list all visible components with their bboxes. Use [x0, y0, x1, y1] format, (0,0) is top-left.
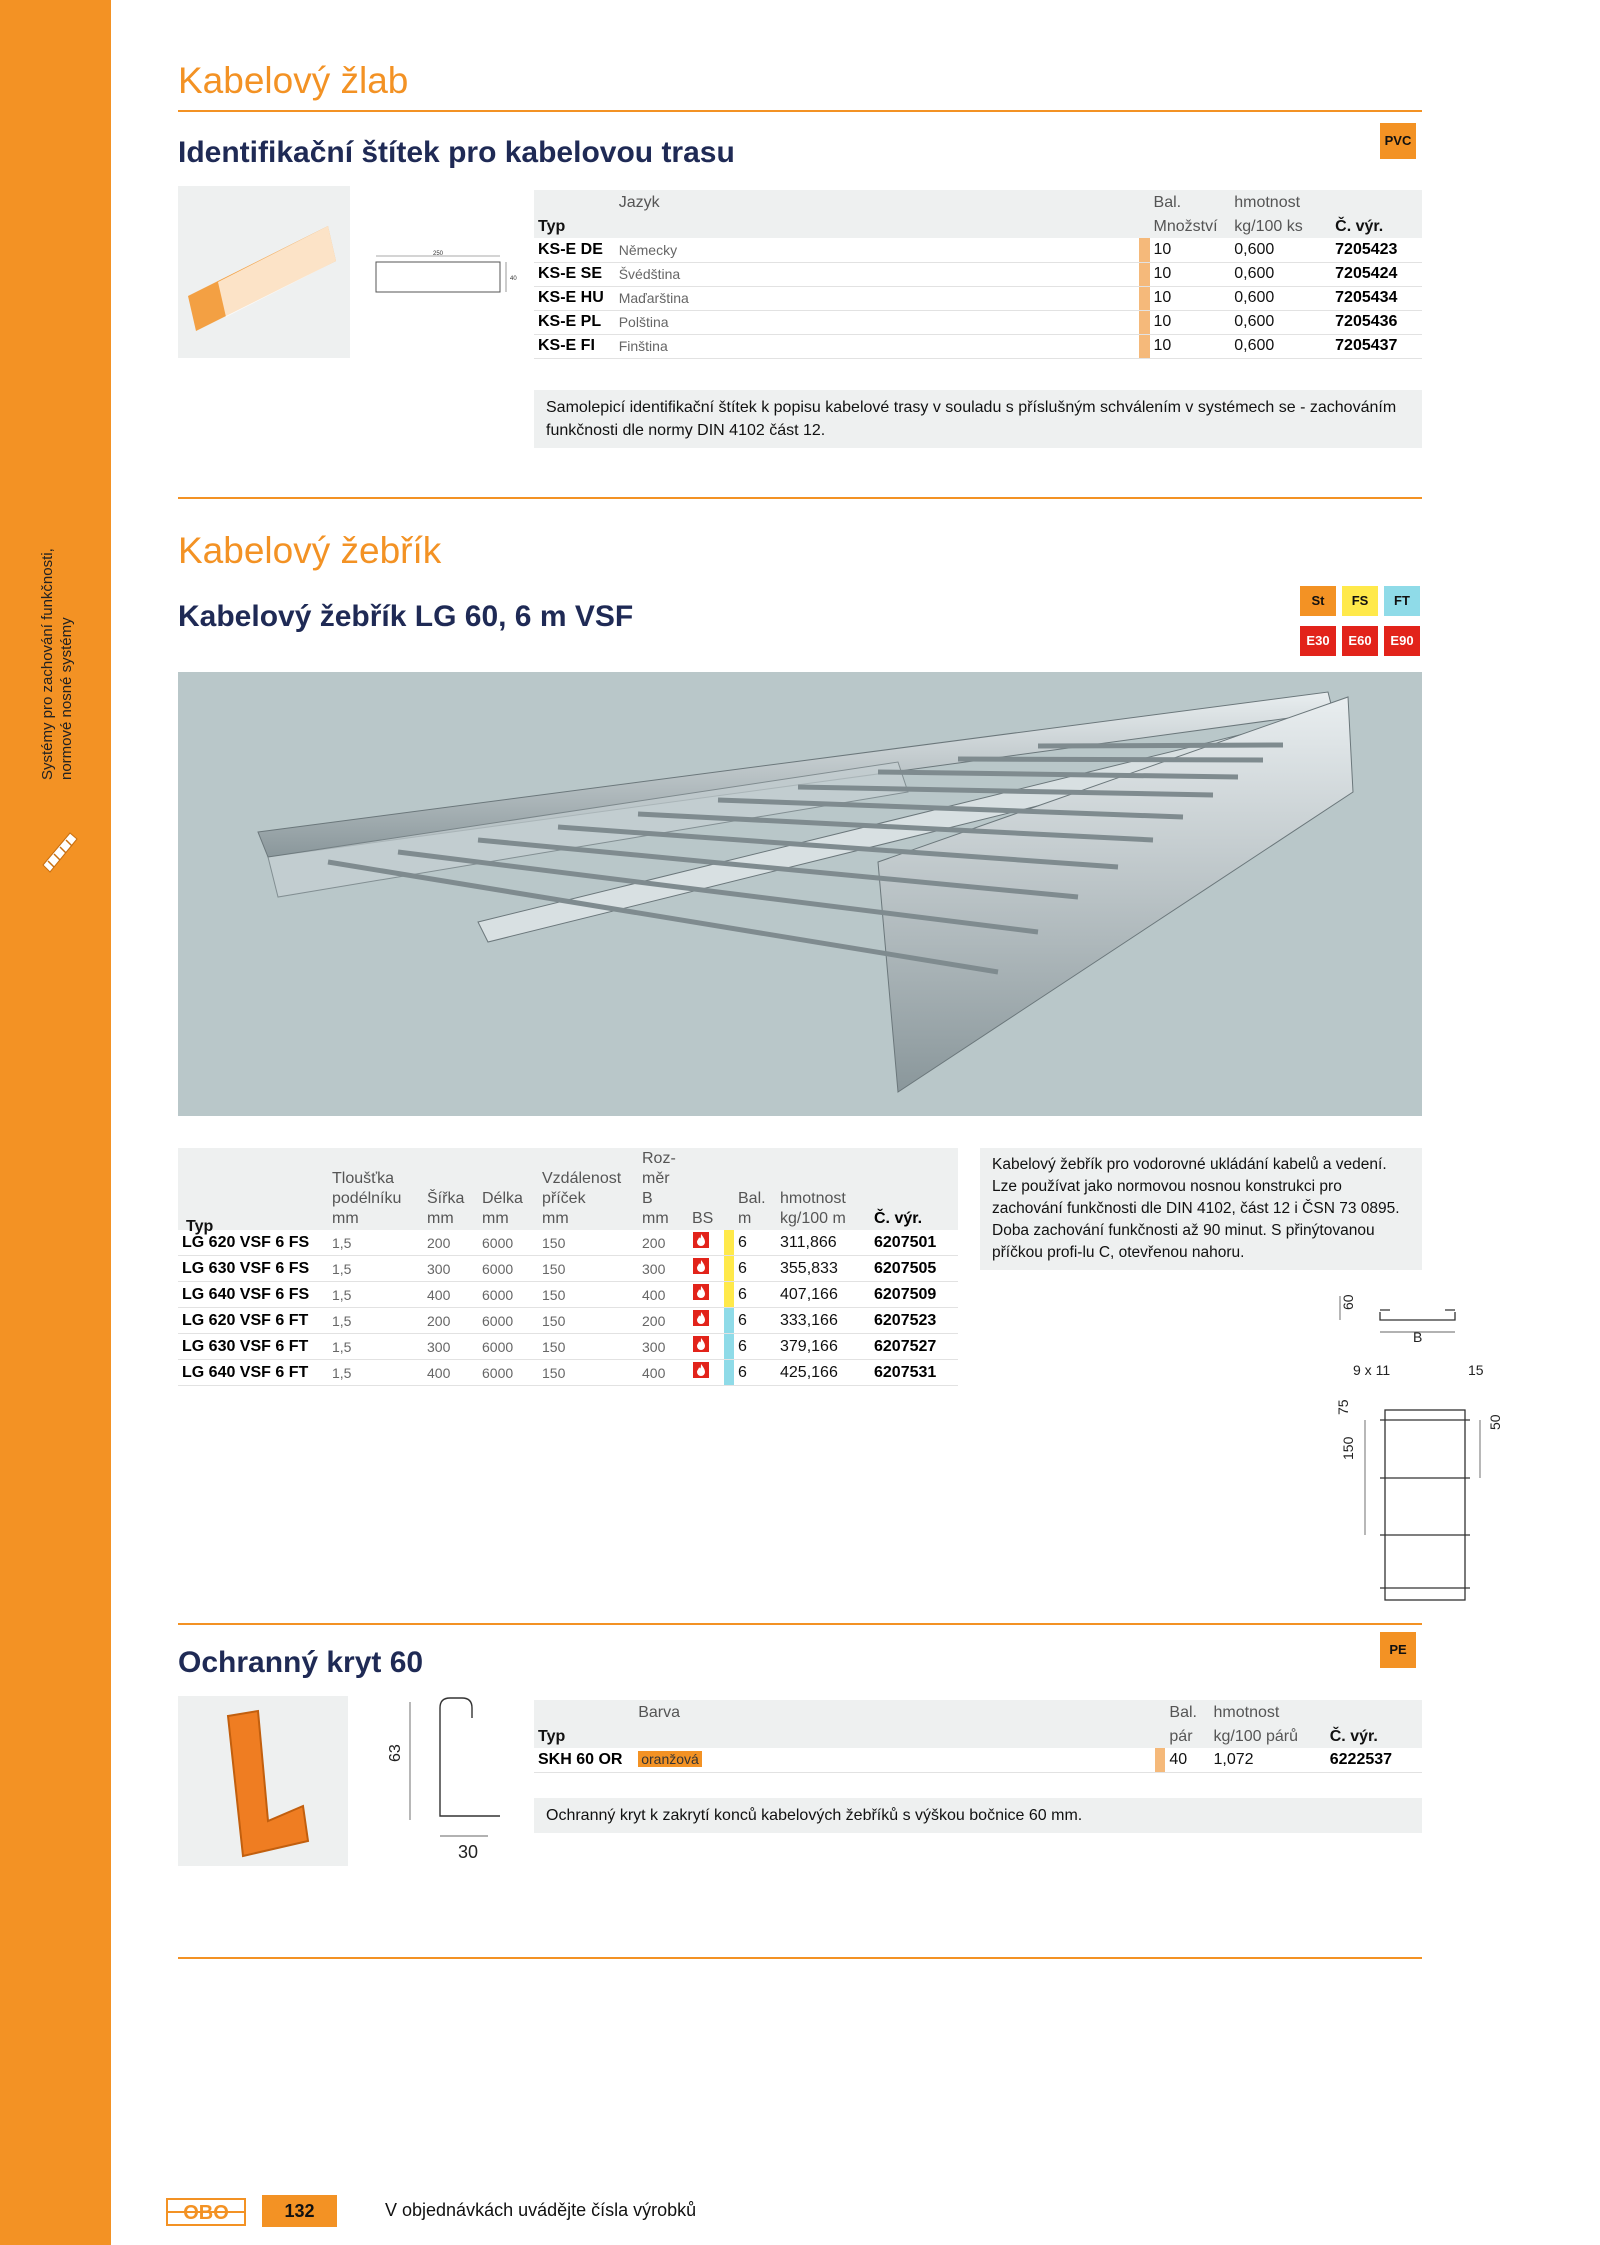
col-barva: Barva [638, 1704, 681, 1721]
label-photo [178, 186, 350, 358]
table-row [534, 1748, 1422, 1772]
badge-st: St [1300, 586, 1336, 616]
fire-icon [688, 1334, 724, 1360]
section-title-zlab: Kabelový žlab [178, 60, 409, 101]
cell-hm: 0,600 [1230, 310, 1331, 334]
cell-hm: 0,600 [1230, 262, 1331, 286]
cell-vzd: 150 [538, 1334, 638, 1360]
ladder-photo [178, 672, 1422, 1116]
cell-cv: 6207531 [870, 1360, 958, 1386]
dim-150: 150 [1340, 1436, 1356, 1460]
cell-b: 400 [638, 1360, 688, 1386]
color-marker [724, 1308, 734, 1334]
cell-tl: 1,5 [328, 1334, 423, 1360]
table-row [534, 310, 1422, 334]
cell-delka: 6000 [478, 1308, 538, 1334]
ladder-icon [40, 830, 80, 880]
cell-typ: KS-E DE [534, 238, 615, 262]
col-bal: Bal. [1153, 194, 1182, 211]
stitek-table [534, 190, 1422, 359]
color-marker [1139, 238, 1149, 262]
kryt-dim-h: 63 [387, 1744, 404, 1762]
color-marker [724, 1230, 734, 1256]
color-marker [1155, 1748, 1165, 1772]
cell-cv: 6207501 [870, 1230, 958, 1256]
product-title-stitek: Identifikační štítek pro kabelovou trasu [178, 136, 735, 169]
cell-jazyk: Německy [615, 238, 1140, 262]
cell-cv: 6207505 [870, 1256, 958, 1282]
badge-fs: FS [1342, 586, 1378, 616]
cell-sirka: 300 [423, 1334, 478, 1360]
cell-vzd: 150 [538, 1282, 638, 1308]
kryt-table [534, 1700, 1422, 1773]
col-cv: Č. výr. [1335, 218, 1384, 235]
color-marker [724, 1334, 734, 1360]
table-row [178, 1334, 958, 1360]
cell-delka: 6000 [478, 1360, 538, 1386]
sidebar-line1: Systémy pro zachování funkčnosti, [39, 548, 56, 780]
cell-bal: 6 [734, 1334, 776, 1360]
cell-vzd: 150 [538, 1308, 638, 1334]
kryt-drawing [380, 1696, 520, 1866]
cell-delka: 6000 [478, 1256, 538, 1282]
cell-cv: 7205434 [1331, 286, 1422, 310]
zebrik-note: Kabelový žebřík pro vodorovné ukládání kabelů a vedení. Lze používat jako normovou nosnou konstrukci pro zachování funkčnosti dle DIN 4102, část 12 i ČSN 73 0895. Doba zachování funkčnosti až 90 minut. S přinýtovanou příčkou profi-lu C, otevřenou nahoru. [980, 1148, 1422, 1270]
dim-15: 15 [1468, 1362, 1484, 1378]
cell-cv: 7205424 [1331, 262, 1422, 286]
cell-vzd: 150 [538, 1360, 638, 1386]
cell-sirka: 400 [423, 1360, 478, 1386]
cell-hm: 407,166 [776, 1282, 870, 1308]
cell-bal: 10 [1150, 238, 1231, 262]
col-typ: Typ [538, 218, 566, 235]
cell-sirka: 200 [423, 1308, 478, 1334]
kryt-photo [178, 1696, 348, 1866]
fire-icon [688, 1282, 724, 1308]
fire-icon [688, 1230, 724, 1256]
cell-cv: 7205437 [1331, 334, 1422, 358]
cell-sirka: 400 [423, 1282, 478, 1308]
divider [178, 1957, 1422, 1959]
label-drawing [372, 250, 517, 300]
divider [178, 497, 1422, 499]
cell-bal: 10 [1150, 334, 1231, 358]
cell-tl: 1,5 [328, 1230, 423, 1256]
cell-typ: SKH 60 OR [534, 1748, 634, 1772]
cell-delka: 6000 [478, 1334, 538, 1360]
product-title-kryt: Ochranný kryt 60 [178, 1646, 424, 1679]
obo-logo [166, 2198, 246, 2226]
table-row [178, 1282, 958, 1308]
cell-hm: 379,166 [776, 1334, 870, 1360]
cell-typ: LG 640 VSF 6 FS [178, 1282, 328, 1308]
col-bs: BS [692, 1210, 714, 1227]
cell-bal: 6 [734, 1282, 776, 1308]
color-marker [724, 1360, 734, 1386]
cell-cv: 6207523 [870, 1308, 958, 1334]
page-number: 132 [262, 2195, 337, 2227]
cell-jazyk: Švédština [615, 262, 1140, 286]
col-hm-unit: kg/100 párů [1213, 1728, 1299, 1745]
table-row [178, 1230, 958, 1256]
material-badge: PVC [1380, 123, 1416, 159]
divider [178, 1623, 1422, 1625]
dim-9x11: 9 x 11 [1353, 1362, 1391, 1378]
footer-text: V objednávkách uvádějte čísla výrobků [385, 2200, 697, 2220]
cell-typ: LG 620 VSF 6 FS [178, 1230, 328, 1256]
cell-barva: oranžová [638, 1751, 702, 1767]
cell-jazyk: Finština [615, 334, 1140, 358]
cell-b: 200 [638, 1230, 688, 1256]
cell-b: 400 [638, 1282, 688, 1308]
cell-b: 300 [638, 1334, 688, 1360]
dim-60: 60 [1340, 1294, 1356, 1310]
product-title-zebrik: Kabelový žebřík LG 60, 6 m VSF [178, 600, 634, 633]
cell-bal: 6 [734, 1256, 776, 1282]
color-marker [1139, 334, 1149, 358]
col-bal-unit: Množství [1153, 218, 1218, 235]
zebrik-table: Tloušťka podélníku mm Šířka mm Délka mm Vzdálenost příček mm Roz- měr B mm BS Bal. m hmotnost kg/100 m Č. výr. LG 620 VSF 6 FS 1,5 200 6000 150 200 6 311,866 6207501 LG 630 VSF 6 FS 1,5 300 6000 150 300 6 355,833 6207505 LG 640 VSF 6 FS 1,5 400 6000 150 400 6 407,166 6207509 LG 620 VSF 6 FT 1,5 200 6000 150 200 6 333,166 6207523 LG 630 VSF 6 FT 1,5 300 6000 150 300 6 379,166 6207527 LG 640 VSF 6 FT 1,5 400 6000 150 400 6 425,166 6207531 [178, 1148, 958, 1386]
dim-b: B [1413, 1329, 1423, 1345]
cell-typ: KS-E SE [534, 262, 615, 286]
material-badge: PE [1380, 1632, 1416, 1668]
fire-icon [688, 1308, 724, 1334]
cell-tl: 1,5 [328, 1256, 423, 1282]
cell-jazyk: Maďarština [615, 286, 1140, 310]
fire-icon [688, 1256, 724, 1282]
cell-tl: 1,5 [328, 1308, 423, 1334]
cell-typ: LG 630 VSF 6 FS [178, 1256, 328, 1282]
col-hm-unit: kg/100 ks [1234, 218, 1303, 235]
badge-e60: E60 [1342, 626, 1378, 656]
cell-bal: 6 [734, 1308, 776, 1334]
stitek-note: Samolepicí identifikační štítek k popisu kabelové trasy v souladu s příslušným schválením v systémech se - zachováním funkčnosti dle normy DIN 4102 část 12. [534, 390, 1422, 448]
divider [178, 110, 1422, 112]
col-typ: Typ [186, 1218, 214, 1235]
badge-e90: E90 [1384, 626, 1420, 656]
dim-75: 75 [1335, 1399, 1351, 1415]
col-hm: hmotnost [1234, 194, 1301, 211]
cell-typ: LG 620 VSF 6 FT [178, 1308, 328, 1334]
cell-typ: KS-E FI [534, 334, 615, 358]
cell-sirka: 300 [423, 1256, 478, 1282]
dim-50: 50 [1487, 1414, 1503, 1430]
color-marker [724, 1256, 734, 1282]
cell-vzd: 150 [538, 1256, 638, 1282]
table-row [178, 1360, 958, 1386]
cell-delka: 6000 [478, 1282, 538, 1308]
cell-tl: 1,5 [328, 1360, 423, 1386]
col-cv: Č. výr. [1329, 1728, 1378, 1745]
cell-bal: 6 [734, 1360, 776, 1386]
cell-typ: LG 630 VSF 6 FT [178, 1334, 328, 1360]
cell-bal: 10 [1150, 310, 1231, 334]
table-row [534, 286, 1422, 310]
table-row [534, 262, 1422, 286]
section-title-zebrik: Kabelový žebřík [178, 530, 442, 571]
cell-jazyk: Polština [615, 310, 1140, 334]
cell-typ: LG 640 VSF 6 FT [178, 1360, 328, 1386]
color-marker [724, 1282, 734, 1308]
color-marker [1139, 286, 1149, 310]
cell-bal: 10 [1150, 286, 1231, 310]
col-bal: Bal. [1169, 1704, 1197, 1721]
kryt-dim-w: 30 [458, 1842, 479, 1862]
color-marker [1139, 310, 1149, 334]
cell-hm: 0,600 [1230, 286, 1331, 310]
cell-cv: 7205423 [1331, 238, 1422, 262]
cell-hm: 425,166 [776, 1360, 870, 1386]
cell-hm: 0,600 [1230, 238, 1331, 262]
sidebar-caption [30, 520, 80, 780]
cell-delka: 6000 [478, 1230, 538, 1256]
fire-icon [688, 1360, 724, 1386]
obo-logo-text: OBO [183, 2202, 229, 2224]
table-row [534, 238, 1422, 262]
cell-typ: KS-E HU [534, 286, 615, 310]
col-hm: hmotnost [1213, 1704, 1280, 1721]
cell-hm: 0,600 [1230, 334, 1331, 358]
cell-hm: 355,833 [776, 1256, 870, 1282]
cell-cv: 7205436 [1331, 310, 1422, 334]
col-jazyk: Jazyk [618, 194, 660, 211]
label-drawing-height: 40 [510, 276, 517, 282]
cell-tl: 1,5 [328, 1282, 423, 1308]
cell-hm: 1,072 [1210, 1748, 1326, 1772]
col-bal-unit: pár [1169, 1728, 1193, 1745]
label-drawing-width: 250 [432, 251, 444, 257]
cell-cv: 6222537 [1326, 1748, 1422, 1772]
table-row [178, 1308, 958, 1334]
cell-hm: 311,866 [776, 1230, 870, 1256]
badge-ft: FT [1384, 586, 1420, 616]
kryt-note: Ochranný kryt k zakrytí konců kabelových žebříků s výškou bočnice 60 mm. [534, 1798, 1422, 1833]
cell-typ: KS-E PL [534, 310, 615, 334]
cell-sirka: 200 [423, 1230, 478, 1256]
cell-cv: 6207527 [870, 1334, 958, 1360]
sidebar [0, 0, 111, 2245]
cell-bal: 10 [1150, 262, 1231, 286]
col-typ: Typ [538, 1728, 566, 1745]
cell-b: 300 [638, 1256, 688, 1282]
color-marker [1139, 262, 1149, 286]
col-cv: Č. výr. [874, 1210, 923, 1227]
zebrik-drawing [1325, 1270, 1505, 1600]
sidebar-line2: normové nosné systémy [58, 617, 75, 780]
table-row [534, 334, 1422, 358]
cell-cv: 6207509 [870, 1282, 958, 1308]
cell-bal: 40 [1165, 1748, 1209, 1772]
cell-bal: 6 [734, 1230, 776, 1256]
cell-vzd: 150 [538, 1230, 638, 1256]
badge-e30: E30 [1300, 626, 1336, 656]
table-row [178, 1256, 958, 1282]
cell-b: 200 [638, 1308, 688, 1334]
cell-hm: 333,166 [776, 1308, 870, 1334]
